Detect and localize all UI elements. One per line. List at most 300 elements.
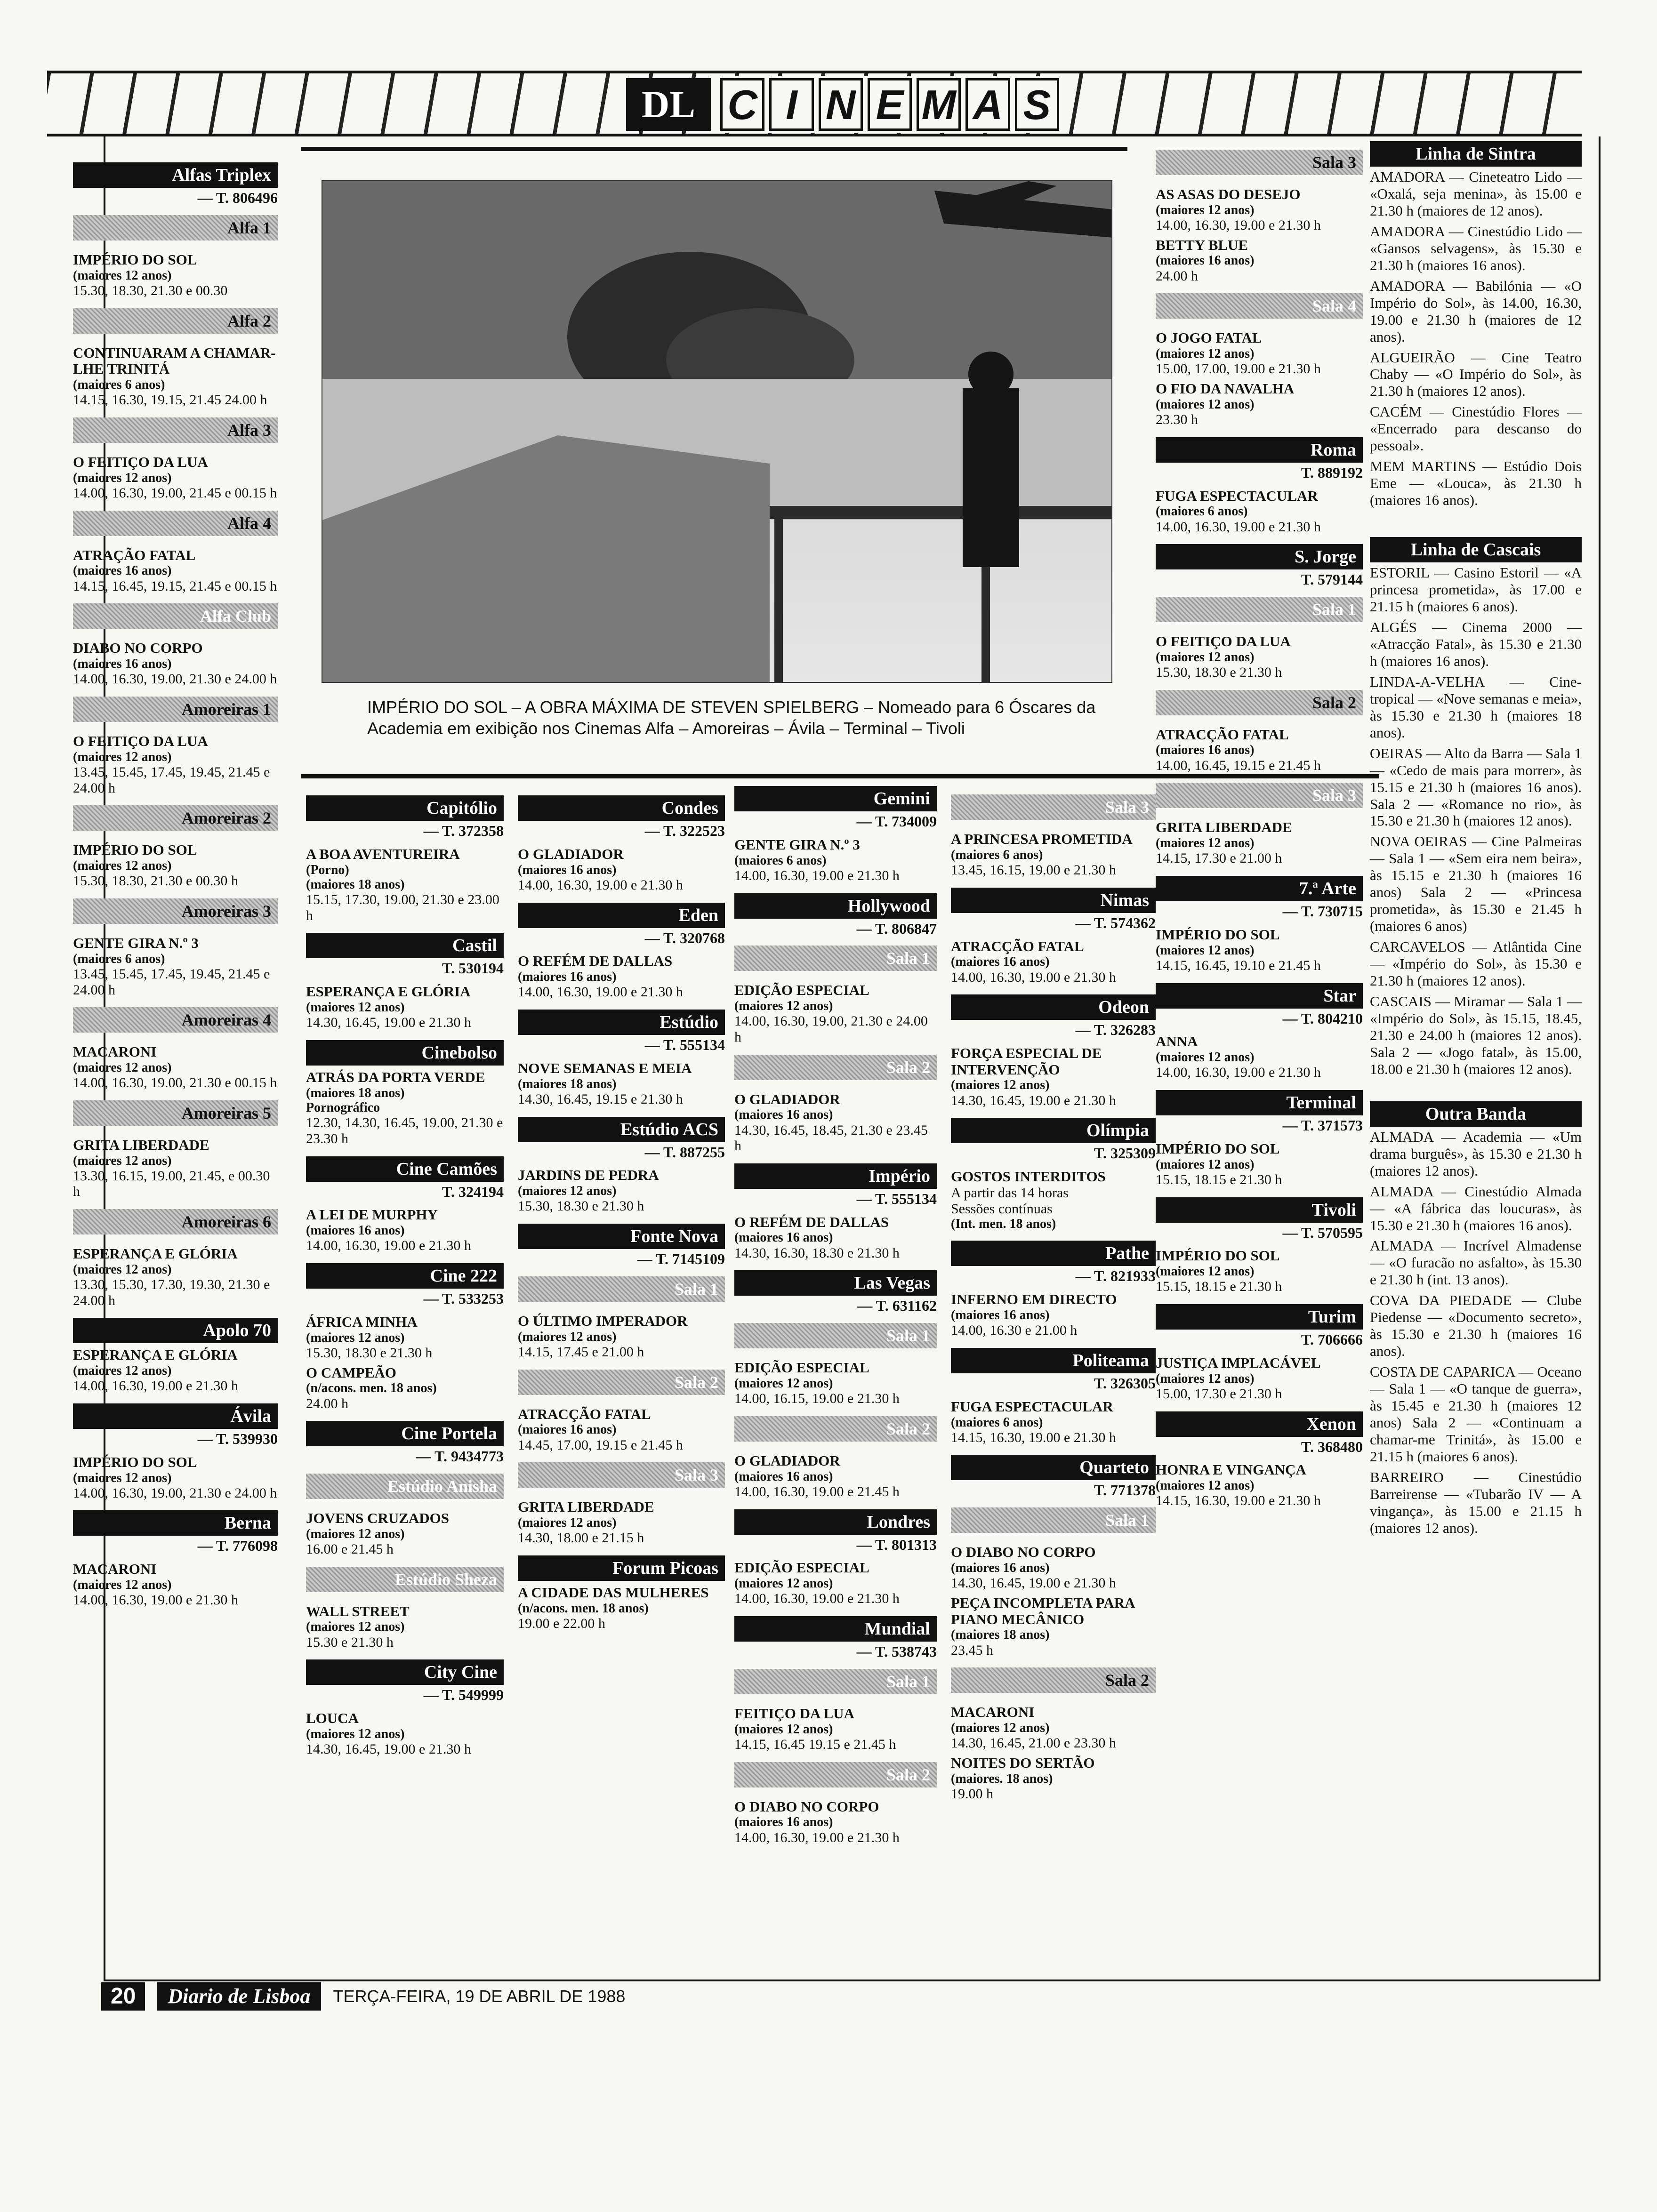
showtimes: 14.30, 16.45, 19.00 e 21.30 h <box>306 1015 471 1031</box>
telephone: — T. 806847 <box>856 920 937 937</box>
cinema-name: S. Jorge <box>1156 544 1363 569</box>
listing <box>1156 150 1363 284</box>
film-title: NOITES DO SERTÃO <box>951 1755 1095 1771</box>
film-title: O CAMPEÃO <box>306 1364 397 1381</box>
age-rating: (maiores 12 anos) <box>73 749 172 764</box>
age-rating: (maiores 12 anos) <box>73 858 172 873</box>
film-title: WALL STREET <box>306 1603 410 1619</box>
film-title: O GLADIADOR <box>518 845 624 862</box>
region-item: ALMADA — Cinestúdio Almada — «A fábrica das loucuras», às 15.30 e 21.30 h (maiores 16 anos). <box>1370 1183 1582 1234</box>
region-item: COVA DA PIEDADE — Clube Piedense — «Documento secreto», às 15.30 e 21.30 h (maiores 16 anos). <box>1370 1292 1582 1360</box>
age-rating: (maiores 12 anos) <box>306 1330 405 1345</box>
showtimes: A partir das 14 horas <box>951 1185 1069 1201</box>
age-rating: (maiores 16 anos) <box>951 954 1050 970</box>
showtimes: 14.00, 16.30, 19.00 e 21.30 h <box>518 877 683 893</box>
film-title: MACARONI <box>951 1704 1035 1721</box>
sala-label: Sala 3 <box>951 794 1156 820</box>
sala-label: Amoreiras 4 <box>73 1007 278 1033</box>
showtimes: 14.00, 16.30, 19.00 e 21.30 h <box>734 1591 900 1607</box>
age-rating: (maiores 12 anos) <box>951 1078 1050 1093</box>
listing <box>518 1117 725 1215</box>
column-6 <box>1156 141 1363 1518</box>
sala-label: Sala 2 <box>951 1667 1156 1693</box>
showtimes: 12.30, 14.30, 16.45, 19.00, 21.30 e 23.30 h <box>306 1115 503 1146</box>
cinema-name: Alfas Triplex <box>73 162 278 188</box>
sala-label: Amoreiras 2 <box>73 805 278 831</box>
cinema-name: Condes <box>518 795 725 821</box>
film-title: BETTY BLUE <box>1156 236 1248 253</box>
telephone: — T. 801313 <box>856 1536 937 1553</box>
age-rating: (maiores 6 anos) <box>734 853 827 868</box>
listing <box>73 697 278 796</box>
age-rating: (maiores 16 anos) <box>734 1815 833 1830</box>
showtimes: 15.15, 17.30, 19.00, 21.30 e 23.00 h <box>306 892 499 923</box>
showtimes: 14.15, 17.30 e 21.00 h <box>1156 850 1282 866</box>
age-rating: (maiores 16 anos) <box>951 1561 1050 1576</box>
showtimes: 14.15, 16.30, 19.00 e 21.30 h <box>1156 1493 1321 1509</box>
sala-label: Sala 2 <box>734 1055 937 1080</box>
listing <box>734 1055 937 1154</box>
film-title: ATRACÇÃO FATAL <box>951 938 1084 954</box>
listing <box>734 1762 937 1846</box>
cinema-name: Pathe <box>951 1241 1156 1266</box>
age-rating: (maiores 12 anos) <box>73 1578 172 1593</box>
showtimes: 19.00 h <box>951 1786 993 1802</box>
telephone: — T. 806496 <box>197 189 278 206</box>
sala-label: Sala 1 <box>734 1669 937 1694</box>
showtimes: 15.30 e 21.30 h <box>306 1634 394 1650</box>
film-title: GENTE GIRA N.º 3 <box>73 934 199 951</box>
region-item: CACÉM — Cinestúdio Flores — «Encerrado para descanso do pessoal». <box>1370 403 1582 454</box>
cinema-name: Estúdio <box>518 1010 725 1035</box>
listing <box>951 888 1156 986</box>
title-letter: C <box>720 78 764 131</box>
telephone: — T. 539930 <box>197 1430 278 1447</box>
listing <box>518 1224 725 1360</box>
film-title: O DIABO NO CORPO <box>951 1544 1096 1561</box>
title-letter: M <box>917 78 961 131</box>
film-title: O FIO DA NAVALHA <box>1156 380 1295 397</box>
column-7-regions <box>1370 141 1582 1540</box>
film-title: GRITA LIBERDADE <box>518 1499 654 1515</box>
sala-label: Amoreiras 1 <box>73 697 278 722</box>
film-title: ÁFRICA MINHA <box>306 1313 418 1330</box>
telephone: — T. 371573 <box>1282 1117 1363 1134</box>
film-title: O REFÉM DE DALLAS <box>734 1213 889 1230</box>
top-rule <box>301 147 1127 151</box>
film-title: A BOA AVENTUREIRA <box>306 845 460 862</box>
sala-label: Sala 1 <box>951 1507 1156 1533</box>
telephone: T. 706666 <box>1301 1331 1363 1348</box>
listing <box>73 1007 278 1091</box>
age-rating: (maiores 12 anos) <box>73 1470 172 1485</box>
column-5 <box>951 786 1156 1811</box>
cinema-name: Fonte Nova <box>518 1224 725 1249</box>
film-title: ATRACÇÃO FATAL <box>518 1405 651 1422</box>
cinema-name: Cine Camões <box>306 1156 504 1182</box>
film-title: A LEI DE MURPHY <box>306 1206 438 1223</box>
region-header-cascais: Linha de Cascais <box>1370 537 1582 562</box>
film-title: ESPERANÇA E GLÓRIA <box>73 1245 238 1262</box>
age-rating: (maiores 16 anos) <box>518 970 617 985</box>
showtimes: 14.00, 16.30, 19.00 e 21.30 h <box>73 1592 238 1608</box>
listing <box>1156 1090 1363 1188</box>
cinema-name: Estúdio ACS <box>518 1117 725 1142</box>
region-item: COSTA DE CAPARICA — Oceano — Sala 1 — «O tanque de guerra», às 15.45 e 21.30 h (maiores 12 anos) Sala 2 — «Continuam a chamar-me Trinitá», às 15.00 e 21.15 h (maiores 6 anos). <box>1370 1363 1582 1465</box>
age-rating: (maiores 16 anos) <box>734 1469 833 1484</box>
listing <box>1156 876 1363 974</box>
cinema-name: Cinebolso <box>306 1040 504 1066</box>
listing <box>518 1010 725 1107</box>
issue-date: TERÇA-FEIRA, 19 DE ABRIL DE 1988 <box>333 1987 626 2006</box>
showtimes: 14.15, 16.45 19.15 e 21.45 h <box>734 1736 896 1752</box>
age-rating: (maiores 16 anos) <box>1156 253 1255 268</box>
age-rating: (maiores 16 anos) <box>951 1308 1050 1323</box>
age-rating: (maiores. 18 anos) <box>951 1771 1053 1786</box>
section-title <box>716 76 1064 133</box>
cinema-name: 7.ª Arte <box>1156 876 1363 901</box>
film-title: FEITIÇO DA LUA <box>734 1705 854 1722</box>
listing <box>306 1421 504 1557</box>
listing <box>73 417 278 501</box>
age-rating: (maiores 12 anos) <box>1156 1371 1255 1386</box>
showtimes: 13.45, 15.45, 17.45, 19.45, 21.45 e 24.00 h <box>73 764 270 796</box>
telephone: — T. 555134 <box>856 1190 937 1207</box>
sala-label: Sala 1 <box>734 1323 937 1348</box>
cinema-name: Turim <box>1156 1304 1363 1330</box>
listing <box>518 795 725 893</box>
telephone: — T. 574362 <box>1075 914 1156 931</box>
telephone: T. 579144 <box>1301 571 1363 588</box>
cinema-name: Quarteto <box>951 1455 1156 1480</box>
showtimes: 14.30, 16.45, 19.00 e 21.30 h <box>951 1092 1116 1108</box>
listing <box>734 893 937 1045</box>
film-title: O FEITIÇO DA LUA <box>1156 633 1291 650</box>
region-header-sintra: Linha de Sintra <box>1370 141 1582 167</box>
column-4 <box>734 786 937 1855</box>
showtimes: 13.45, 15.45, 17.45, 19.45, 21.45 e 24.00 h <box>73 966 270 998</box>
film-title: IMPÉRIO DO SOL <box>73 251 197 268</box>
cinema-name: Forum Picoas <box>518 1555 725 1581</box>
telephone: — T. 538743 <box>856 1643 937 1660</box>
showtimes: 14.00, 16.30, 19.00, 21.30 e 24.00 h <box>73 1485 277 1501</box>
cinema-name: Londres <box>734 1509 937 1535</box>
cinema-name: Las Vegas <box>734 1270 937 1296</box>
listing <box>518 1555 725 1632</box>
cinema-name: Politeama <box>951 1348 1156 1373</box>
listing <box>73 898 278 998</box>
cinema-name: Terminal <box>1156 1090 1363 1115</box>
region-item: BARREIRO — Cinestúdio Barreirense — «Tubarão IV — A vingança», às 15.00 e 21.15 h (maiores 12 anos). <box>1370 1468 1582 1536</box>
film-title: O REFÉM DE DALLAS <box>518 953 673 970</box>
column-1 <box>73 162 278 1618</box>
age-rating: (maiores 12 anos) <box>734 1722 833 1737</box>
telephone: — T. 555134 <box>644 1036 725 1053</box>
age-rating: (maiores 6 anos) <box>73 951 165 966</box>
cinema-name: Hollywood <box>734 893 937 919</box>
sala-label: Alfa 2 <box>73 308 278 334</box>
age-rating: (maiores 12 anos) <box>73 1363 172 1378</box>
showtimes: 15.30, 18.30, 21.30 e 00.30 h <box>73 873 238 889</box>
showtimes: 14.30, 18.00 e 21.15 h <box>518 1530 644 1546</box>
showtimes: 14.00, 16.30, 19.00, 21.30 e 24.00 h <box>73 671 277 687</box>
film-title: IMPÉRIO DO SOL <box>1156 1140 1280 1157</box>
sala-label: Amoreiras 5 <box>73 1100 278 1126</box>
photo-caption: IMPÉRIO DO SOL – A OBRA MÁXIMA DE STEVEN SPIELBERG – Nomeado para 6 Óscares da Academia em exibição nos Cinemas Alfa – Amoreiras – Ávila – Terminal – Tivoli <box>367 697 1096 738</box>
age-rating: Pornográfico <box>306 1100 380 1115</box>
age-rating: (maiores 12 anos) <box>518 1329 617 1344</box>
listing <box>73 1318 278 1394</box>
cinema-name: Mundial <box>734 1616 937 1642</box>
sala-label: Sala 3 <box>1156 783 1363 808</box>
age-rating: (maiores 6 anos) <box>73 377 165 392</box>
telephone: T. 324194 <box>442 1183 504 1200</box>
telephone: T. 530194 <box>442 960 504 977</box>
title-letter: E <box>868 78 912 131</box>
age-rating: (maiores 12 anos) <box>1156 1050 1255 1065</box>
page-number: 20 <box>101 1982 145 2011</box>
publication-name: Diario de Lisboa <box>157 1982 321 2011</box>
sala-label: Alfa Club <box>73 603 278 629</box>
listing <box>951 1667 1156 1802</box>
listing <box>951 1455 1156 1658</box>
age-rating: (maiores 12 anos) <box>306 1726 405 1741</box>
telephone: — T. 549999 <box>423 1686 504 1704</box>
film-title: O JOGO FATAL <box>1156 329 1262 346</box>
age-rating: (maiores 12 anos) <box>1156 1264 1255 1279</box>
listing <box>73 215 278 299</box>
film-title: IMPÉRIO DO SOL <box>73 842 197 858</box>
film-title: DIABO NO CORPO <box>73 640 203 657</box>
sala-label: Alfa 3 <box>73 417 278 443</box>
sala-label: Sala 2 <box>734 1416 937 1442</box>
region-item: ALMADA — Academia — «Um drama burguês», às 15.30 e 21.30 h (maiores 12 anos). <box>1370 1128 1582 1179</box>
telephone: — T. 533253 <box>423 1290 504 1307</box>
sala-label: Alfa 1 <box>73 215 278 240</box>
showtimes: 14.00, 16.15, 19.00 e 21.30 h <box>734 1391 900 1407</box>
showtimes: 24.00 h <box>1156 268 1198 284</box>
telephone: — T. 570595 <box>1282 1224 1363 1241</box>
film-title: EDIÇÃO ESPECIAL <box>734 1559 869 1576</box>
listing <box>73 603 278 687</box>
region-item: ESTORIL — Casino Estoril — «A princesa prometida», às 17.00 e 21.15 h (maiores 6 anos). <box>1370 564 1582 615</box>
showtimes: 15.15, 18.15 e 21.30 h <box>1156 1279 1282 1295</box>
region-item: AMADORA — Cineteatro Lido — «Oxalá, seja menina», às 15.00 e 21.30 h (maiores de 12 anos). <box>1370 168 1582 219</box>
cinema-name: Tivoli <box>1156 1197 1363 1223</box>
listing <box>306 1156 504 1254</box>
age-rating: (maiores 12 anos) <box>73 1262 172 1277</box>
region-item: LINDA-A-VELHA — Cine-tropical — «Nove semanas e meia», às 15.30 e 21.30 h (maiores 18 anos). <box>1370 673 1582 741</box>
telephone: — T. 372358 <box>423 822 504 839</box>
showtimes: 16.00 e 21.45 h <box>306 1541 394 1557</box>
film-title: O FEITIÇO DA LUA <box>73 732 208 749</box>
sala-label: Sala 2 <box>518 1370 725 1395</box>
showtimes: 14.30, 16.45, 18.45, 21.30 e 23.45 h <box>734 1122 928 1154</box>
region-item: ALMADA — Incrível Almadense — «O furacão no asfalto», às 15.30 e 21.30 h (int. 13 anos). <box>1370 1237 1582 1288</box>
film-title: O ÚLTIMO IMPERADOR <box>518 1312 688 1329</box>
showtimes: 15.30, 18.30 e 21.30 h <box>518 1198 644 1214</box>
age-rating: (maiores 6 anos) <box>951 1415 1043 1430</box>
listing <box>951 1241 1156 1338</box>
film-title: ATRÁS DA PORTA VERDE <box>306 1068 485 1085</box>
listing <box>73 1209 278 1308</box>
telephone: — T. 804210 <box>1282 1010 1363 1027</box>
showtimes: 14.00, 16.30, 19.00, 21.30 e 24.00 h <box>734 1013 928 1045</box>
age-rating: (maiores 12 anos) <box>1156 943 1255 958</box>
film-title: CONTINUARAM A CHAMAR-LHE TRINITÁ <box>73 344 276 377</box>
age-rating: (maiores 12 anos) <box>734 1376 833 1391</box>
film-title: JOVENS CRUZADOS <box>306 1510 450 1527</box>
listing <box>734 1509 937 1607</box>
film-title: PEÇA INCOMPLETA PARA PIANO MECÂNICO <box>951 1594 1134 1627</box>
age-rating: (maiores 12 anos) <box>306 1619 405 1635</box>
region-header-outra-banda: Outra Banda <box>1370 1101 1582 1127</box>
age-rating: (maiores 12 anos) <box>1156 649 1255 665</box>
sala-label: Sala 2 <box>1156 690 1363 715</box>
film-title: ESPERANÇA E GLÓRIA <box>306 983 471 1000</box>
region-item: AMADORA — Babilónia — «O Império do Sol», às 14.00, 16.30, 19.00 e 21.30 h (maiores de 12 anos). <box>1370 277 1582 345</box>
showtimes: 13.30, 16.15, 19.00, 21.45, e 00.30 h <box>73 1168 270 1200</box>
showtimes: 13.30, 15.30, 17.30, 19.30, 21.30 e 24.00 h <box>73 1277 270 1308</box>
showtimes: 14.00, 16.30, 19.00 e 21.30 h <box>951 969 1116 985</box>
age-rating: (maiores 12 anos) <box>734 1576 833 1591</box>
age-rating: (maiores 18 anos) <box>518 1076 617 1091</box>
film-title: GRITA LIBERDADE <box>73 1136 209 1153</box>
listing <box>734 1163 937 1261</box>
age-rating: (maiores 16 anos) <box>306 1223 405 1238</box>
film-title: ESPERANÇA E GLÓRIA <box>73 1346 238 1363</box>
film-title: O DIABO NO CORPO <box>734 1798 879 1815</box>
showtimes: 14.15, 16.45, 19.15, 21.45 e 00.15 h <box>73 578 277 594</box>
film-title: ATRACÇÃO FATAL <box>1156 726 1289 743</box>
age-rating: (maiores 16 anos) <box>73 656 172 671</box>
age-rating: (maiores 18 anos) <box>306 877 405 892</box>
film-title: GOSTOS INTERDITOS <box>951 1168 1106 1185</box>
showtimes: 14.00, 16.45, 19.15 e 21.45 h <box>1156 757 1321 773</box>
title-letter: N <box>819 78 863 131</box>
title-letter: I <box>769 78 813 131</box>
film-title: O GLADIADOR <box>734 1452 840 1469</box>
sala-label: Alfa 4 <box>73 511 278 536</box>
region-item: AMADORA — Cinestúdio Lido — «Gansos selvagens», às 15.30 e 21.30 h (maiores 16 anos). <box>1370 223 1582 273</box>
age-rating: (maiores 6 anos) <box>951 847 1043 862</box>
age-rating: (maiores 12 anos) <box>73 470 172 485</box>
telephone: — T. 821933 <box>1075 1267 1156 1285</box>
listing <box>1156 437 1363 535</box>
listing <box>306 1263 504 1411</box>
cinema-name: Odeon <box>951 994 1156 1020</box>
listing <box>73 805 278 889</box>
showtimes: 13.45, 16.15, 19.00 e 21.30 h <box>951 862 1116 878</box>
showtimes: 14.30, 16.30, 18.30 e 21.30 h <box>734 1245 900 1261</box>
column-2 <box>306 795 504 1767</box>
photo-illustration <box>322 181 1112 683</box>
listing <box>951 994 1156 1108</box>
age-rating: (maiores 16 anos) <box>518 862 617 877</box>
region-item: OEIRAS — Alto da Barra — Sala 1 — «Cedo de mais para morrer», às 15.15 e 21.30 h (maiores 16 anos). Sala 2 — «Romance no rio», às 15.30 e 21.30 h (maiores 12 anos). <box>1370 745 1582 829</box>
age-rating: (maiores 12 anos) <box>306 1000 405 1015</box>
listing <box>734 1416 937 1500</box>
age-rating: (maiores 12 anos) <box>518 1184 617 1199</box>
age-rating: (n/acons. men. 18 anos) <box>518 1601 649 1616</box>
age-rating: (maiores 16 anos) <box>1156 743 1255 758</box>
region-item: MEM MARTINS — Estúdio Dois Eme — «Louca», às 21.30 h (maiores 16 anos). <box>1370 458 1582 509</box>
listing <box>306 795 504 923</box>
listing <box>951 794 1156 878</box>
showtimes: 14.00, 16.30, 19.00, 21.30 e 00.15 h <box>73 1075 277 1091</box>
showtimes: 14.00, 16.30, 19.00 e 21.30 h <box>306 1238 471 1254</box>
film-title: MACARONI <box>73 1043 157 1060</box>
film-title: FORÇA ESPECIAL DE INTERVENÇÃO <box>951 1045 1102 1078</box>
film-title: FUGA ESPECTACULAR <box>1156 487 1318 504</box>
film-title: O FEITIÇO DA LUA <box>73 453 208 470</box>
age-rating: (maiores 12 anos) <box>1156 1478 1255 1493</box>
film-title: JUSTIÇA IMPLACÁVEL <box>1156 1354 1321 1371</box>
showtimes: 14.45, 17.00, 19.15 e 21.45 h <box>518 1437 683 1453</box>
title-letter: A <box>965 78 1010 131</box>
showtimes: 14.30, 16.45, 19.00 e 21.30 h <box>306 1741 471 1757</box>
listing <box>73 1510 278 1608</box>
showtimes: 15.15, 18.15 e 21.30 h <box>1156 1171 1282 1187</box>
listing <box>1156 293 1363 427</box>
telephone: T. 771378 <box>1094 1482 1156 1499</box>
listing <box>1156 690 1363 774</box>
cinema-name: Eden <box>518 903 725 928</box>
showtimes: 14.30, 16.45, 19.15 e 21.30 h <box>518 1091 683 1107</box>
age-rating: (maiores 12 anos) <box>1156 202 1255 217</box>
sala-label: Sala 4 <box>1156 293 1363 319</box>
showtimes: 14.15, 16.45, 19.10 e 21.45 h <box>1156 957 1321 973</box>
listing <box>306 1040 504 1147</box>
listing <box>306 1659 504 1757</box>
section-banner <box>47 71 1582 136</box>
listing <box>734 1270 937 1407</box>
showtimes: 14.15, 16.30, 19.00 e 21.30 h <box>951 1429 1116 1445</box>
region-item: ALGÉS — Cinema 2000 — «Atracção Fatal», às 15.30 e 21.30 h (maiores 16 anos). <box>1370 618 1582 669</box>
listing <box>734 1616 937 1753</box>
cinema-name: City Cine <box>306 1659 504 1685</box>
cinema-name: Olímpia <box>951 1118 1156 1143</box>
cinema-name: Roma <box>1156 437 1363 463</box>
listing <box>951 1118 1156 1231</box>
cinema-name: Castil <box>306 933 504 958</box>
telephone: — T. 631162 <box>857 1297 937 1314</box>
listing <box>306 1567 504 1651</box>
telephone: T. 325309 <box>1094 1145 1156 1162</box>
age-rating: (maiores 16 anos) <box>518 1422 617 1437</box>
age-rating: (Int. men. 18 anos) <box>951 1217 1056 1232</box>
showtimes: 14.00, 16.30, 19.00, 21.45 e 00.15 h <box>73 485 277 501</box>
film-title: INFERNO EM DIRECTO <box>951 1291 1117 1308</box>
telephone: — T. 326283 <box>1075 1021 1156 1039</box>
telephone: — T. 7145109 <box>637 1250 725 1267</box>
title-letter: S <box>1015 78 1059 131</box>
region-item: CASCAIS — Miramar — Sala 1 — «Império do Sol», às 15.15, 18.45, 21.30 e 24.00 h (maiores 12 anos). Sala 2 — «Jogo fatal», às 15.00, 18.00 e 21.30 h (maiores 12 anos). <box>1370 993 1582 1077</box>
listing <box>1156 983 1363 1081</box>
region-item: ALGUEIRÃO — Cine Teatro Chaby — «O Império do Sol», às 21.30 h (maiores 12 anos). <box>1370 349 1582 400</box>
dl-logo: DL <box>626 78 711 131</box>
showtimes: 23.30 h <box>1156 412 1198 428</box>
listing <box>1156 783 1363 866</box>
film-title: A PRINCESA PROMETIDA <box>951 831 1133 847</box>
listing <box>306 933 504 1031</box>
age-rating: (maiores 12 anos) <box>518 1515 617 1530</box>
age-rating: (maiores 12 anos) <box>73 268 172 283</box>
cinema-name: Cine Portela <box>306 1421 504 1446</box>
listing <box>73 1100 278 1200</box>
cinema-name: Star <box>1156 983 1363 1009</box>
telephone: — T. 320768 <box>644 929 725 946</box>
